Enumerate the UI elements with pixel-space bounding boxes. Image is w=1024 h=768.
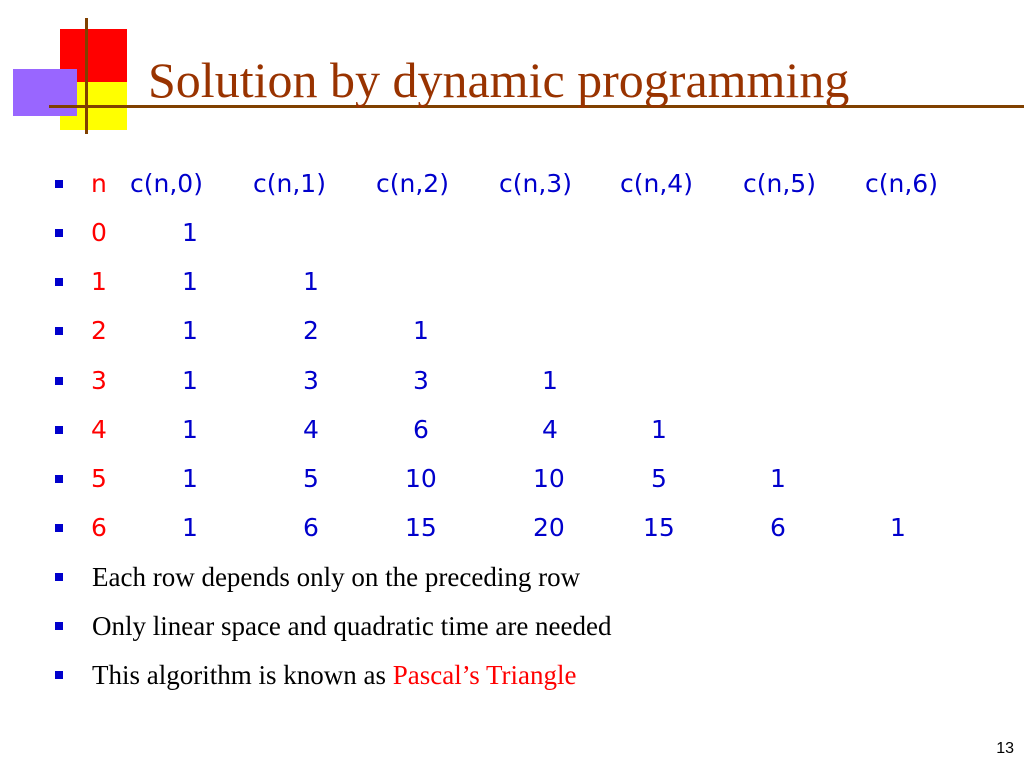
cell-c0: 1 xyxy=(182,366,198,395)
bullet-icon xyxy=(55,229,63,237)
cell-c0: 1 xyxy=(182,513,198,542)
row-n-value: 6 xyxy=(91,513,107,542)
cell-c4: 15 xyxy=(643,513,675,542)
row-n-value: 5 xyxy=(91,464,107,493)
cell-c3: 1 xyxy=(542,366,558,395)
header-c6: c(n,6) xyxy=(865,169,938,198)
cell-c0: 1 xyxy=(182,464,198,493)
bullet-icon xyxy=(55,622,63,630)
header-c4: c(n,4) xyxy=(620,169,693,198)
note-pascal xyxy=(92,655,577,695)
row-n-value: 3 xyxy=(91,366,107,395)
cell-c1: 6 xyxy=(303,513,319,542)
cell-c5: 1 xyxy=(770,464,786,493)
bullet-icon xyxy=(55,475,63,483)
bullet-icon xyxy=(55,180,63,188)
decor-purple-square xyxy=(13,69,77,116)
cell-c1: 2 xyxy=(303,316,319,345)
header-c5: c(n,5) xyxy=(743,169,816,198)
bullet-icon xyxy=(55,426,63,434)
cell-c3: 20 xyxy=(533,513,565,542)
bullet-icon xyxy=(55,671,63,679)
row-n-value: 1 xyxy=(91,267,107,296)
row-n-value: 2 xyxy=(91,316,107,345)
cell-c4: 1 xyxy=(651,415,667,444)
bullet-icon xyxy=(55,524,63,532)
cell-c0: 1 xyxy=(182,415,198,444)
cell-c0: 1 xyxy=(182,267,198,296)
cell-c5: 6 xyxy=(770,513,786,542)
cell-c2: 6 xyxy=(413,415,429,444)
header-n: n xyxy=(91,169,107,198)
slide-title: Solution by dynamic programming xyxy=(148,52,850,108)
header-c3: c(n,3) xyxy=(499,169,572,198)
bullet-icon xyxy=(55,278,63,286)
cell-c1: 4 xyxy=(303,415,319,444)
cell-c6: 1 xyxy=(890,513,906,542)
cell-c0: 1 xyxy=(182,218,198,247)
pascal-triangle-highlight: Pascal’s Triangle xyxy=(392,660,577,690)
cell-c2: 10 xyxy=(405,464,437,493)
header-c0: c(n,0) xyxy=(130,169,203,198)
decor-vertical-rule xyxy=(85,18,88,134)
page-number: 13 xyxy=(996,740,1014,757)
row-n-value: 0 xyxy=(91,218,107,247)
cell-c3: 10 xyxy=(533,464,565,493)
bullet-icon xyxy=(55,573,63,581)
cell-c1: 5 xyxy=(303,464,319,493)
note-row-dependency: Each row depends only on the preceding row xyxy=(92,562,581,592)
cell-c2: 3 xyxy=(413,366,429,395)
cell-c2: 1 xyxy=(413,316,429,345)
cell-c1: 3 xyxy=(303,366,319,395)
note-pascal-text: This algorithm is known as xyxy=(92,660,393,690)
header-c1: c(n,1) xyxy=(253,169,326,198)
cell-c3: 4 xyxy=(542,415,558,444)
cell-c0: 1 xyxy=(182,316,198,345)
header-c2: c(n,2) xyxy=(376,169,449,198)
cell-c2: 15 xyxy=(405,513,437,542)
bullet-icon xyxy=(55,327,63,335)
cell-c1: 1 xyxy=(303,267,319,296)
cell-c4: 5 xyxy=(651,464,667,493)
row-n-value: 4 xyxy=(91,415,107,444)
note-complexity: Only linear space and quadratic time are needed xyxy=(92,611,612,641)
bullet-icon xyxy=(55,377,63,385)
